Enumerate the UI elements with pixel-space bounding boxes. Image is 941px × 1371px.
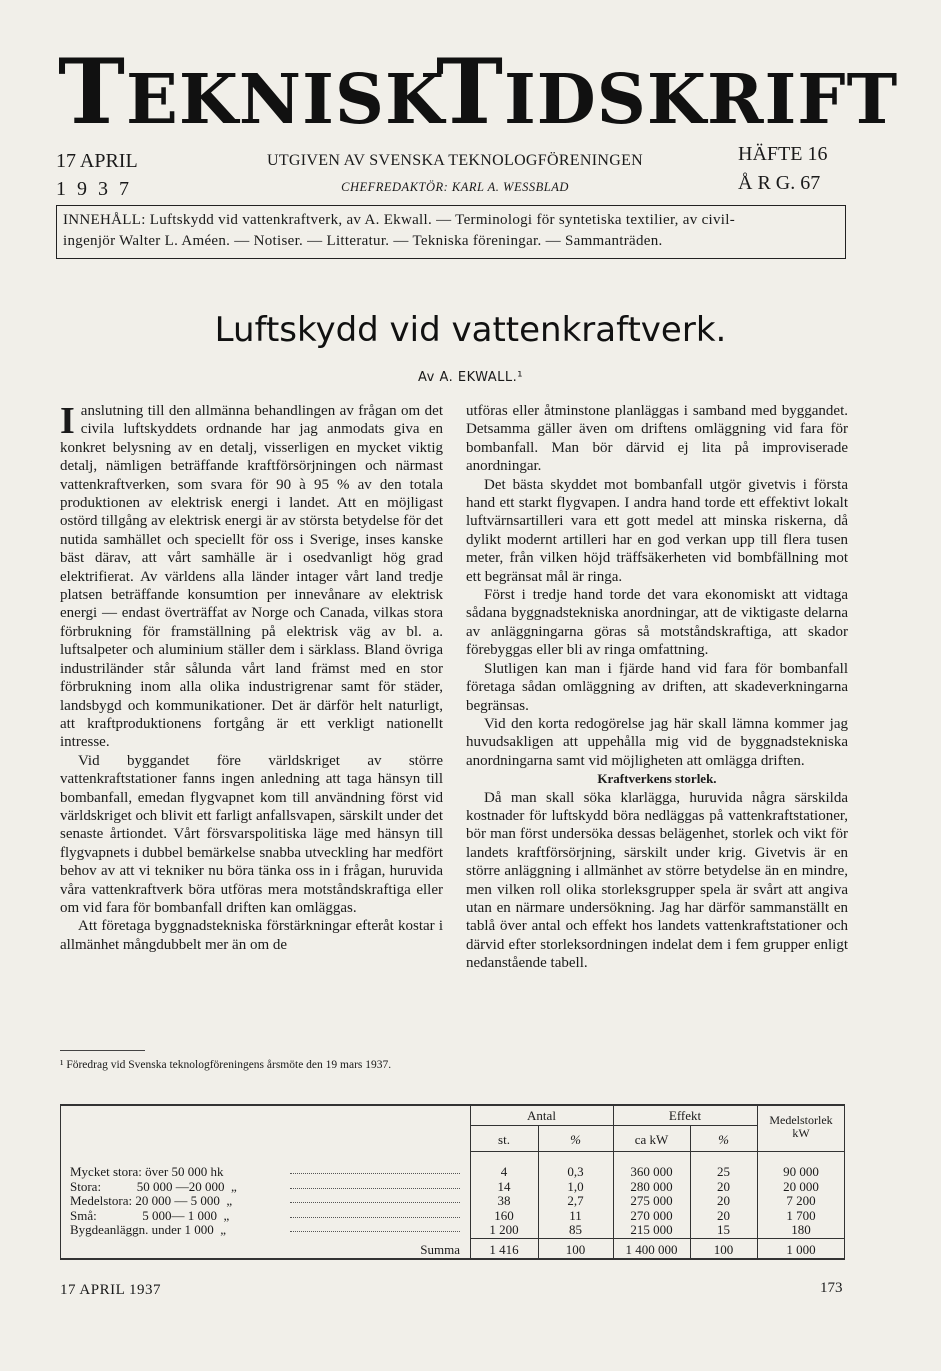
- issue-number: HÄFTE 16: [738, 143, 828, 165]
- title-word-tidskrift: T IDSKRIFT: [436, 39, 899, 145]
- header-pct: %: [570, 1132, 581, 1147]
- table-leader-dots: [290, 1231, 460, 1232]
- paragraph: Först i tredje hand torde det vara ekonomiskt att vidtaga sådana byggnadstekniska anordningar, att de viktigaste delarna av anläggningarna göras så motståndskraftiga, att skador förebyggas eller bli av ringa omfattning.: [466, 587, 848, 659]
- table-rule-left: [60, 1104, 61, 1259]
- paragraph: Vid den korta redogörelse jag här skall lämna kommer jag huvudsakligen att uppehålla mig vid de byggnadstekniska anordningarna samt vid möjligheten att omlägga driften.: [466, 715, 848, 769]
- section-heading: Kraftverkens storlek.: [597, 771, 717, 787]
- table-cell-pct: 11: [569, 1207, 582, 1223]
- table-cell-medel: 1 700: [786, 1207, 816, 1223]
- table-row-label: Små: 5 000— 1 000 „: [70, 1207, 230, 1223]
- editor-line: CHEFREDAKTÖR: KARL A. WESSBLAD: [341, 180, 569, 194]
- table-cell-medel: 7 200: [786, 1193, 816, 1208]
- table-leader-dots: [290, 1217, 460, 1218]
- issue-year: 1 9 3 7: [56, 178, 132, 200]
- header-medelstorlek: Medelstorlek kW: [769, 1113, 833, 1140]
- paragraph: Slutligen kan man i fjärde hand vid fara för bombanfall företaga sådan omläggning av driften, att skadeverkningarna begränsas.: [466, 660, 848, 714]
- page-number: 173: [820, 1280, 843, 1296]
- table-row-label: Stora: 50 000 —20 000 „: [70, 1178, 237, 1194]
- paragraph: Vid byggandet före världskriget av större vattenkraftstationer fanns ingen anledning att taga hänsyn till bombanfall, emedan flygvapnet kom till användning först vid världskriget och blivit ett farligt anfallsvapen, särskilt under det senaste årtiondet. Vårt försvarspolitiska läge med hänsyn till flygvapnets i dubbel bemärkelse snabba utveckling har medfört behov av att vi tekniker nu böra tänka oss in i frågan, huruvida våra vattenkraftverk böra utföras mera motståndskraftiga eller om vid fara för bombanfall driften kan omläggas.: [60, 752, 443, 916]
- table-cell-pct2: 15: [717, 1222, 730, 1237]
- title-word-teknisk: T EKNISK: [58, 39, 446, 145]
- sum-medel: 1 000: [786, 1242, 816, 1257]
- table-cell-pct2: 20: [717, 1207, 730, 1223]
- toc-line-1: INNEHÅLL: Luftskydd vid vattenkraftverk, av A. Ekwall. — Terminologi för syntetiska textilier, av civil-: [63, 212, 736, 228]
- footnote-rule: [60, 1050, 145, 1051]
- table-row-label: Medelstora: 20 000 — 5 000 „: [70, 1193, 233, 1208]
- table-cell-medel: 90 000: [783, 1164, 819, 1179]
- table-cell-st: 4: [500, 1164, 508, 1179]
- table-rule-header: [470, 1151, 845, 1152]
- power-station-table: [60, 1104, 845, 1268]
- table-of-contents: [56, 205, 846, 259]
- sum-kw: 1 400 000: [625, 1242, 678, 1257]
- header-antal: Antal: [527, 1108, 556, 1123]
- paragraph: utföras eller åtminstone planläggas i samband med byggandet. Detsamma gäller även om driftens omläggning vid fara för bombanfall. Man bör därvid ej lita på improviserade anordningar.: [466, 403, 848, 475]
- header-effekt: Effekt: [668, 1108, 702, 1123]
- table-row-label: Mycket stora: över 50 000 hk: [70, 1164, 224, 1179]
- table-cell-kw: 360 000: [630, 1164, 673, 1179]
- table-cell-pct2: 20: [717, 1193, 730, 1208]
- table-rule-sum: [470, 1238, 845, 1239]
- table-cell-pct2: 25: [717, 1164, 730, 1179]
- footer-date: 17 APRIL 1937: [60, 1282, 161, 1298]
- article-title: Luftskydd vid vattenkraftverk.: [214, 310, 727, 350]
- header-kw: ca kW: [634, 1132, 669, 1147]
- table-cell-pct: 85: [569, 1222, 582, 1237]
- table-cell-kw: 215 000: [630, 1222, 673, 1237]
- table-cell-pct2: 20: [717, 1178, 730, 1194]
- table-cell-pct: 0,3: [567, 1164, 584, 1179]
- table-leader-dots: [290, 1202, 460, 1203]
- table-row-label: Bygdeanläggn. under 1 000 „: [70, 1222, 226, 1237]
- toc-line-2: ingenjör Walter L. Améen. — Notiser. — Litteratur. — Tekniska föreningar. — Sammanträden.: [63, 233, 663, 249]
- table-cell-st: 38: [497, 1193, 511, 1208]
- sum-label: Summa: [420, 1242, 460, 1257]
- table-rule-bottom: [60, 1258, 845, 1260]
- paragraph: Att företaga byggnadstekniska förstärkningar efteråt kostar i allmänhet mångdubbelt mer än om de: [60, 918, 443, 953]
- table-cell-kw: 275 000: [630, 1193, 673, 1208]
- table-cell-kw: 280 000: [630, 1178, 673, 1194]
- article-byline: Av A. EKWALL.¹: [417, 370, 524, 385]
- publisher-line: UTGIVEN AV SVENSKA TEKNOLOGFÖRENINGEN: [267, 152, 643, 169]
- sum-pct: 100: [565, 1242, 586, 1257]
- issue-date: 17 APRIL: [56, 150, 138, 172]
- table-leader-dots: [290, 1173, 460, 1174]
- table-rule-group: [470, 1125, 757, 1126]
- paragraph: Det bästa skyddet mot bombanfall utgör givetvis i första hand ett starkt flygvapen. I andra hand torde ett effektivt lokalt luftvärnsartilleri vara ett gott medel att minska riskerna, då dylikt modernt artilleri har en god verkan upp till flera tusen meter, från vilken höjd träffsäkerheten vid bombfällning mot ett begränsat mål är ringa.: [466, 476, 848, 585]
- table-cell-pct: 2,7: [567, 1193, 584, 1208]
- paragraph: Då man skall söka klarlägga, huruvida några särskilda kostnader för luftskydd böra nedläggas på vattenkraftstationer, bör man först undersöka dessas belägenhet, storlek och vikt för landets kraftförsörjning, särskilt under krig. Givetvis är en större anläggning i allmänhet av större betydelse än en mindre, men vilken roll olika storleksgrupper spela är svårt att angiva utan en närmare undersökning. Jag har därför sammanställt en tablå över antal och effekt hos landets vattenkraftstationer och därvid efter storleksordningen indelat dem i fem grupper enligt nedanstående tabell.: [466, 789, 848, 972]
- table-cell-pct: 1,0: [567, 1178, 584, 1194]
- table-cell-st: 1 200: [489, 1222, 519, 1237]
- sum-pct2: 100: [713, 1242, 734, 1257]
- table-leader-dots: [290, 1188, 460, 1189]
- header-pct2: %: [718, 1132, 729, 1147]
- table-cell-medel: 20 000: [783, 1178, 819, 1194]
- paragraph: Ianslutning till den allmänna behandlingen av frågan om det civila luftskyddets ordnande har jag anmodats giva en konkret belysning av en detalj, visserligen en mycket viktig detalj, nämligen beträffande kraftförsörjningen och närmast vattenkraftverken, som svara för 90 à 95 % av den totala produktionen av elektrisk energi i landet. Att en möjligast ostörd tillgång av elektrisk energi är av största betydelse för det nutida samhället och speciellt för oss i Sverige, inses kanske bäst därav, att vårt samhälle är i osedvanligt hög grad elektrifierat. Av världens alla länder intager vårt land tredje platsen beträffande konsumtion per innevånare av elektrisk energi — endast överträffat av Norge och Canada, vilkas stora förbrukning för framställning på elektrisk väg av bl. a. luftsalpeter och aluminium ställer dem i särklass. Bland övriga industriländer står sålunda vårt land främst med en stor förbrukning inom alla olika industrigrenar samt för städer, landsbygd och kommunikationer. Det är därför helt naturligt, att kraftproduktionens fortgång är ett verkligt nationellt intresse.: [60, 400, 443, 751]
- table-cell-kw: 270 000: [630, 1207, 673, 1223]
- drop-cap: I: [60, 400, 75, 442]
- table-rule-top: [60, 1104, 845, 1106]
- volume-number: Å R G. 67: [738, 172, 821, 194]
- masthead-title: [58, 39, 899, 145]
- footnote: ¹ Föredrag vid Svenska teknologföreningens årsmöte den 19 mars 1937.: [60, 1059, 392, 1071]
- table-cell-st: 14: [497, 1178, 511, 1194]
- sum-st: 1 416: [489, 1242, 519, 1257]
- table-cell-st: 160: [494, 1207, 514, 1223]
- header-st: st.: [498, 1132, 510, 1147]
- right-column: [466, 402, 848, 973]
- left-column: [60, 402, 443, 954]
- table-cell-medel: 180: [791, 1222, 811, 1237]
